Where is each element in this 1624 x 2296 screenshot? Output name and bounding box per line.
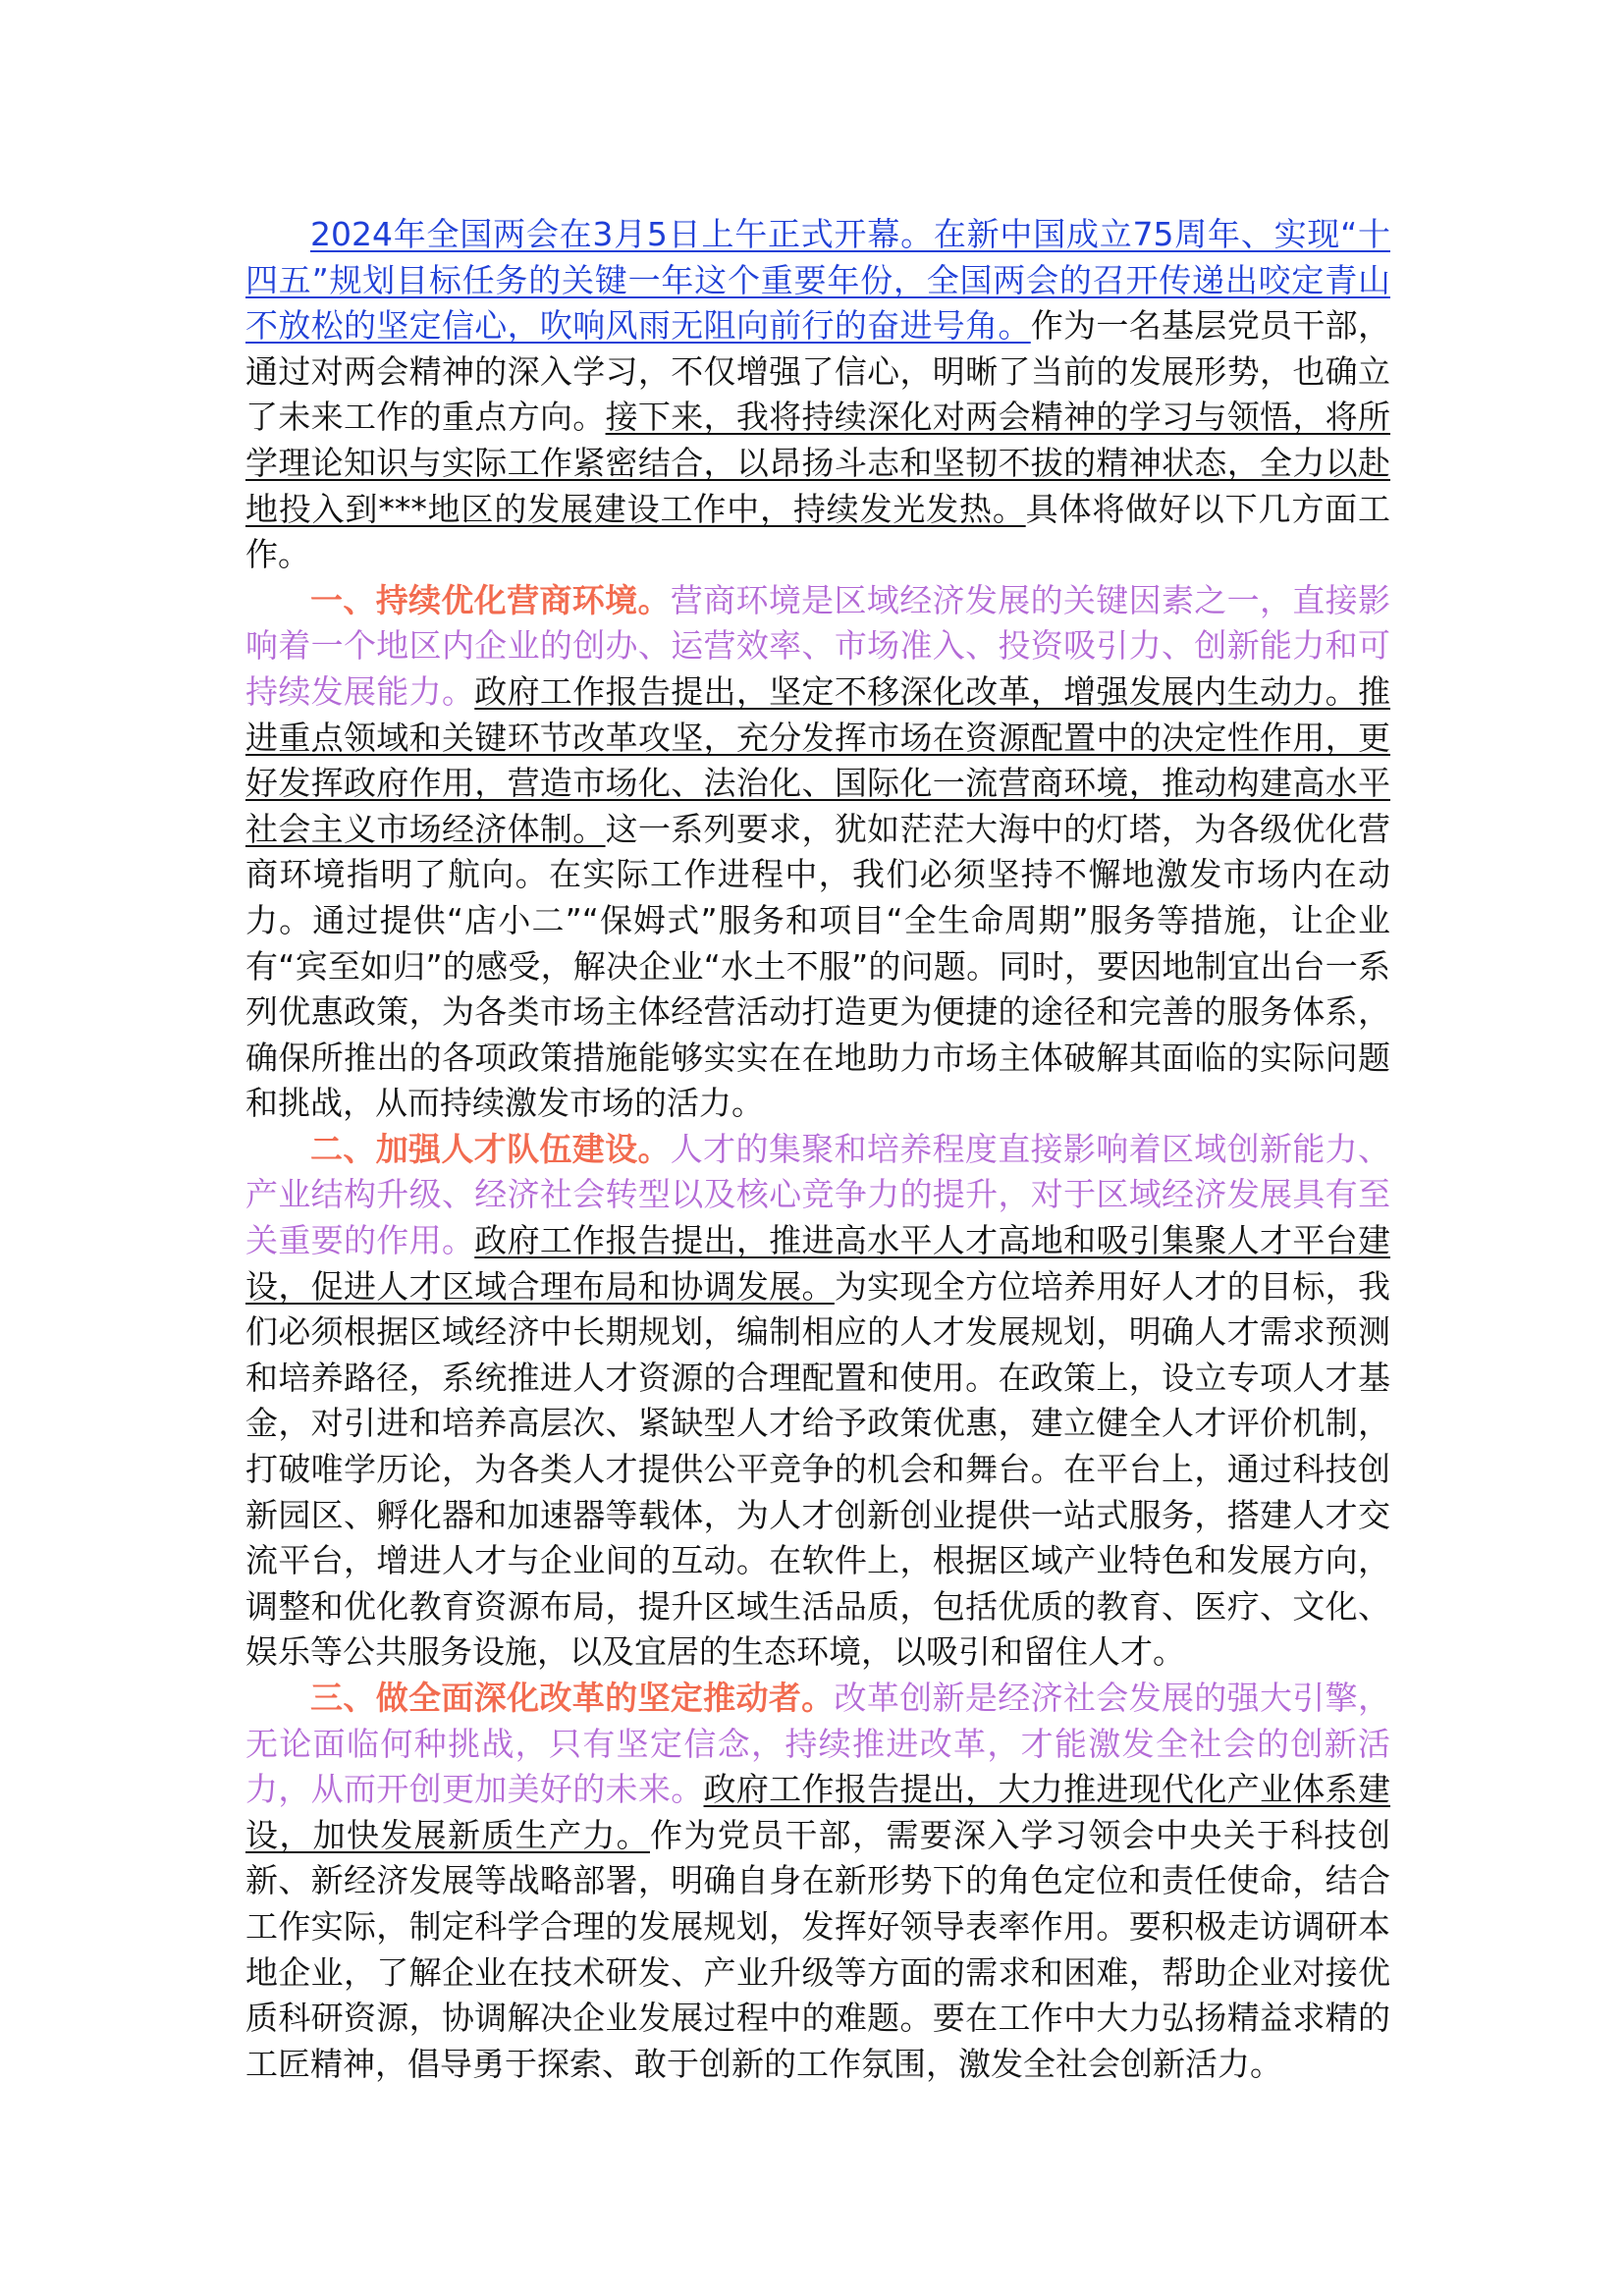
section-3-lead: 改革创新是经济社会发展的强大引擎，无论面临何种挑战，只有坚定信念，持续推进改革，才能激发全社会的创新活力，从而开创更加美好的未来。 [245,1679,1390,1809]
section-2-heading: 二、加强人才队伍建设。 [310,1129,671,1168]
section-3-underlined-text: 政府工作报告提出，大力推进现代化产业体系建设，加快发展新质生产力。 [245,1770,1391,1854]
intro-text: 作为一名基层党员干部，通过对两会精神的深入学习，不仅增强了信心，明晰了当前的发展形势，也确立了未来工作的重点方向。 [245,306,1391,437]
document-page [245,212,1390,2087]
section-3-paragraph [245,1676,1390,2087]
section-1-body: 这一系列要求，犹如茫茫大海中的灯塔，为各级优化营商环境指明了航向。在实际工作进程中，我们必须坚持不懈地激发市场内在动力。通过提供“店小二”“保姆式”服务和项目“全生命周期”服务等措施，让企业有“宾至如归”的感受，解决企业“水土不服”的问题。同时，要因地制宜出台一系列优惠政策，为各类市场主体经营活动打造更为便捷的途径和完善的服务体系，确保所推出的各项政策措施能够实实在在地助力市场主体破解其面临的实际问题和挑战，从而持续激发市场的活力。 [245,809,1391,1123]
section-1-lead: 营商环境是区域经济发展的关键因素之一，直接影响着一个地区内企业的创办、运营效率、市场准入、投资吸引力、创新能力和可持续发展能力。 [245,580,1390,711]
intro-closing-text: 具体将做好以下几方面工作。 [245,489,1391,574]
section-2-underlined-text: 政府工作报告提出，推进高水平人才高地和吸引集聚人才平台建设，促进人才区域合理布局和协调发展。 [245,1221,1391,1306]
section-2-body: 为实现全方位培养用好人才的目标，我们必须根据区域经济中长期规划，编制相应的人才发展规划，明确人才需求预测和培养路径，系统推进人才资源的合理配置和使用。在政策上，设立专项人才基金，对引进和培养高层次、紧缺型人才给予政策优惠，建立健全人才评价机制，打破唯学历论，为各类人才提供公平竞争的机会和舞台。在平台上，通过科技创新园区、孵化器和加速器等载体，为人才创新创业提供一站式服务，搭建人才交流平台，增进人才与企业间的互动。在软件上，根据区域产业特色和发展方向，调整和优化教育资源布局，提升区域生活品质，包括优质的教育、医疗、文化、娱乐等公共服务设施，以及宜居的生态环境，以吸引和留住人才。 [245,1266,1391,1672]
section-2-lead: 人才的集聚和培养程度直接影响着区域创新能力、产业结构升级、经济社会转型以及核心竞争力的提升，对于区域经济发展具有至关重要的作用。 [245,1129,1390,1260]
section-2-paragraph [245,1127,1390,1676]
section-1-underlined-text: 政府工作报告提出，坚定不移深化改革，增强发展内生动力。推进重点领域和关键环节改革攻坚，充分发挥市场在资源配置中的决定性作用，更好发挥政府作用，营造市场化、法治化、国际化一流营商环境，推动构建高水平社会主义市场经济体制。 [245,671,1391,848]
section-3-body: 作为党员干部，需要深入学习领会中央关于科技创新、新经济发展等战略部署，明确自身在新形势下的角色定位和责任使命，结合工作实际，制定科学合理的发展规划，发挥好领导表率作用。要积极走访调研本地企业，了解企业在技术研发、产业升级等方面的需求和困难，帮助企业对接优质科研资源，协调解决企业发展过程中的难题。要在工作中大力弘扬精益求精的工匠精神，倡导勇于探索、敢于创新的工作氛围，激发全社会创新活力。 [245,1815,1391,2083]
intro-paragraph [245,212,1390,578]
section-3-heading: 三、做全面深化改革的坚定推动者。 [310,1679,835,1717]
intro-underlined-text: 接下来，我将持续深化对两会精神的学习与领悟，将所学理论知识与实际工作紧密结合，以昂扬斗志和坚韧不拔的精神状态，全力以赴地投入到***地区的发展建设工作中，持续发光发热。 [245,398,1391,528]
section-1-heading: 一、持续优化营商环境。 [310,580,671,619]
intro-link[interactable]: 2024年全国两会在3月5日上午正式开幕。在新中国成立75周年、实现“十四五”规划目标任务的关键一年这个重要年份，全国两会的召开传递出咬定青山不放松的坚定信心，吹响风雨无阻向前行的奋进号角。 [245,215,1390,346]
section-1-paragraph [245,578,1390,1127]
